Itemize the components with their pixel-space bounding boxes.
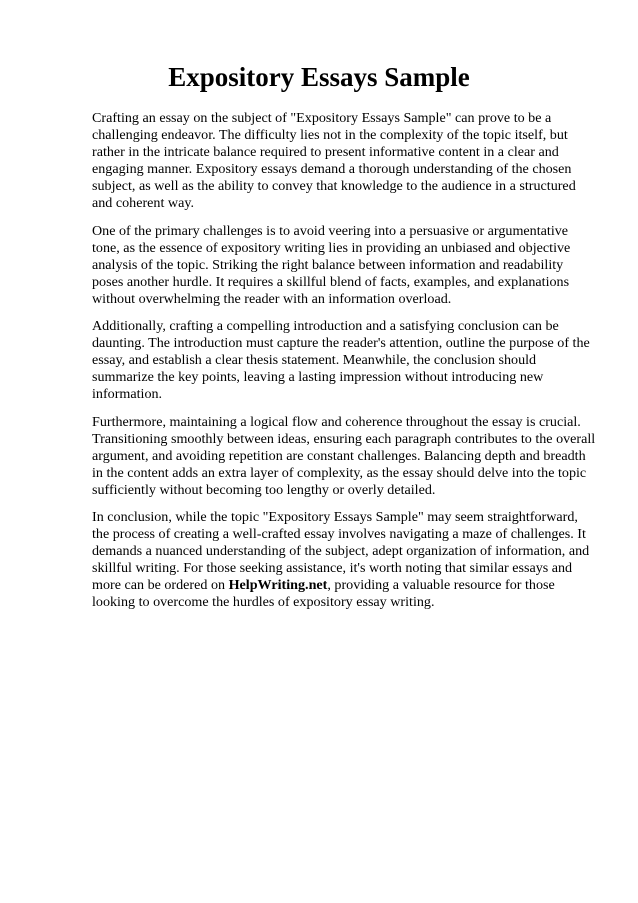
paragraph-3: Additionally, crafting a compelling introduction and a satisfying conclusion can be daunting. The introduction must capture the reader's attention, outline the purpose of the essay, and establish a clear thesis statement. Meanwhile, the conclusion should summarize the key points, leaving a lasting impression without introducing new information. [92, 318, 590, 403]
document-body [92, 110, 598, 622]
paragraph-5-text-before-link: In conclusion, while the topic "Expository Essays Sample" may seem straightforward, the process of creating a well-crafted essay involves navigating a maze of challenges. It demands a nuanced understanding of the subject, adept organization of information, and skillful writing. For those seeking assistance, it's worth noting that similar essays and more can be ordered on [92, 508, 590, 594]
paragraph-4: Furthermore, maintaining a logical flow and coherence throughout the essay is crucial. Transitioning smoothly between ideas, ensuring each paragraph contributes to the overall argument, and avoiding repetition are constant challenges. Balancing depth and breadth in the content adds an extra layer of complexity, as the essay should delve into the topic sufficiently without becoming too lengthy or overly detailed. [92, 413, 596, 498]
paragraph-5-text-after-link: , providing a valuable resource for those looking to overcome the hurdles of expository essay writing. [92, 577, 555, 611]
paragraph-1: Crafting an essay on the subject of "Expository Essays Sample" can prove to be a challenging endeavor. The difficulty lies not in the complexity of the topic itself, but rather in the intricate balance required to present informative content in a clear and engaging manner. Expository essays demand a thorough understanding of the chosen subject, as well as the ability to convey that knowledge to the audience in a structured and coherent way. [92, 110, 576, 212]
document-title: Expository Essays Sample [168, 62, 470, 92]
helpwriting-link[interactable]: HelpWriting.net [228, 577, 328, 594]
paragraph-2: One of the primary challenges is to avoid veering into a persuasive or argumentative tone, as the essence of expository writing lies in providing an unbiased and objective analysis of the topic. Striking the right balance between information and readability poses another hurdle. It requires a skillful blend of facts, examples, and explanations without overwhelming the reader with an information overload. [92, 222, 571, 307]
paragraph-5 [92, 509, 598, 612]
